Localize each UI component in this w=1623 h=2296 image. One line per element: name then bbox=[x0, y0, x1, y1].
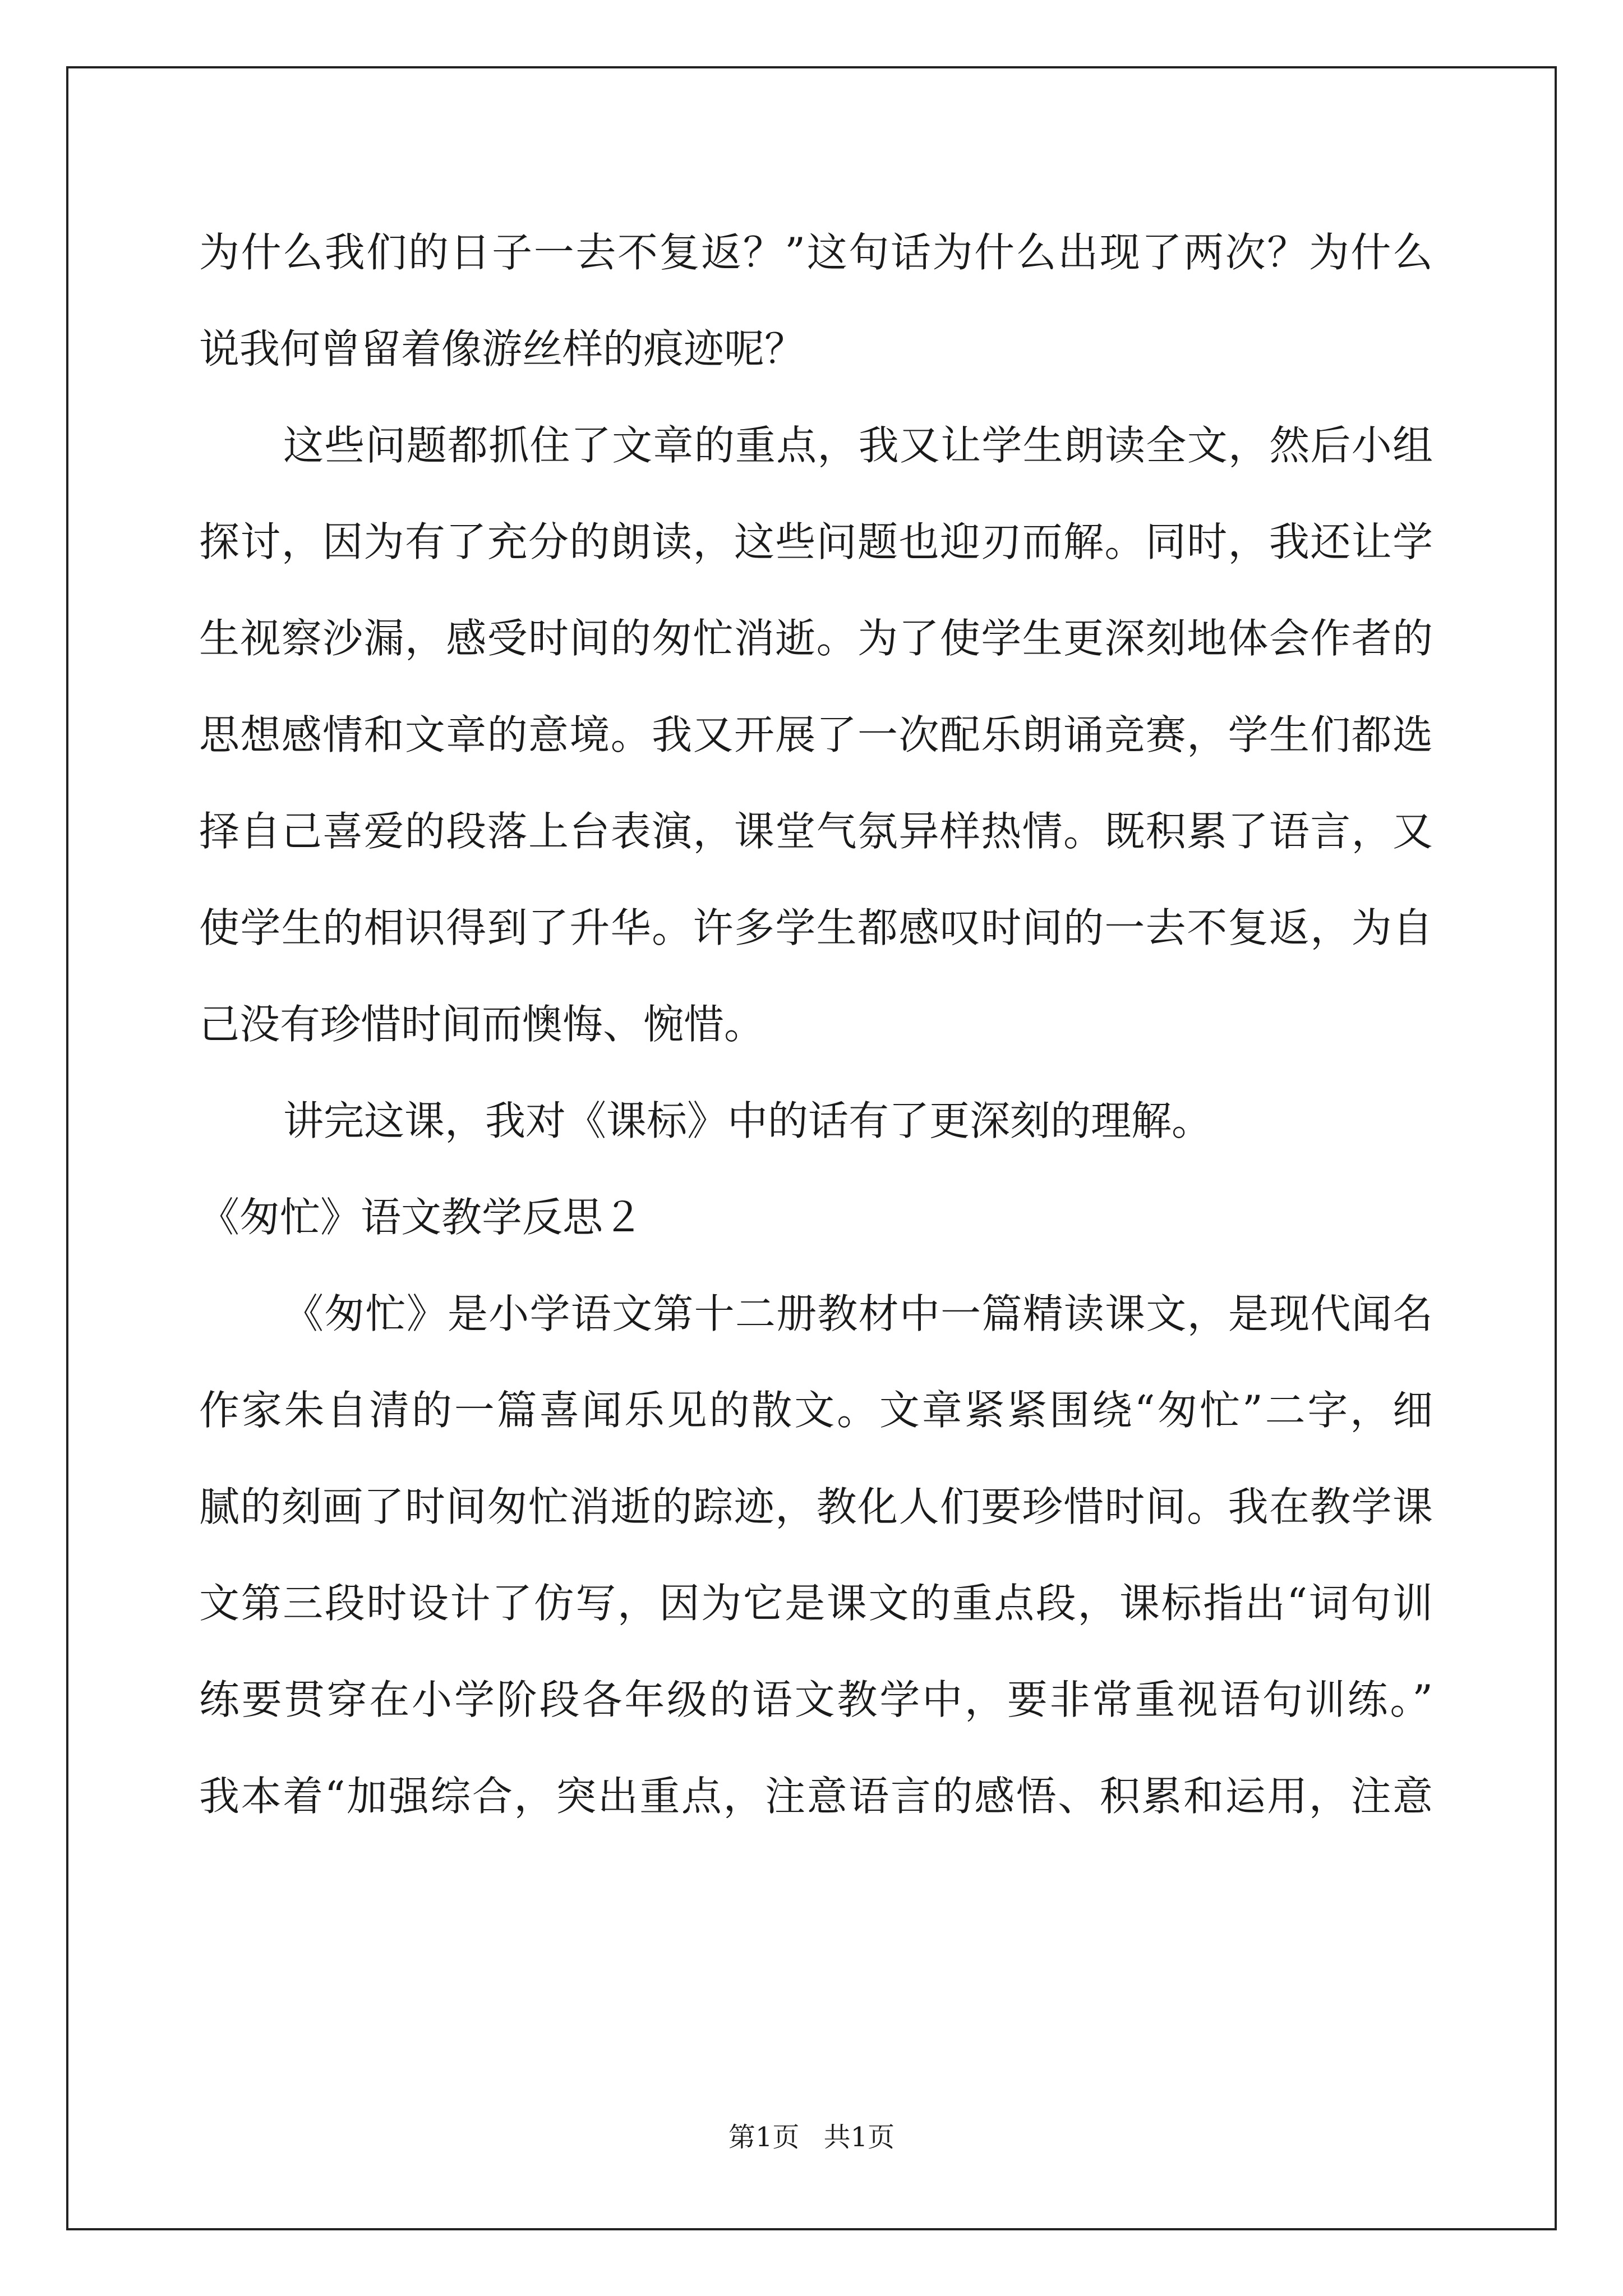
text-line-4: 探讨，因为有了充分的朗读，这些问题也迎刃而解。同时，我还让学 bbox=[199, 518, 1433, 565]
text-line-2: 说我何曾留着像游丝样的痕迹呢？ bbox=[199, 325, 805, 372]
text-line-17: 我本着“加强综合，突出重点，注意语言的感悟、积累和运用，注意 bbox=[199, 1773, 1433, 1820]
text-line-7: 择自己喜爱的段落上台表演，课堂气氛异样热情。既积累了语言，又 bbox=[199, 808, 1433, 855]
text-line-8: 使学生的相识得到了升华。许多学生都感叹时间的一去不复返，为自 bbox=[199, 904, 1433, 951]
text-line-13: 作家朱自清的一篇喜闻乐见的散文。文章紧紧围绕“匆忙”二字，细 bbox=[199, 1387, 1433, 1434]
text-line-12: 《匆忙》是小学语文第十二册教材中一篇精读课文，是现代闻名 bbox=[283, 1290, 1433, 1337]
text-line-6: 思想感情和文章的意境。我又开展了一次配乐朗诵竞赛，学生们都选 bbox=[199, 711, 1433, 758]
text-line-9: 己没有珍惜时间而懊悔、惋惜。 bbox=[199, 1001, 765, 1048]
text-line-15: 文第三段时设计了仿写，因为它是课文的重点段，课标指出“词句训 bbox=[199, 1580, 1433, 1627]
text-line-16: 练要贯穿在小学阶段各年级的语文教学中，要非常重视语句训练。” bbox=[199, 1676, 1433, 1723]
text-line-14: 腻的刻画了时间匆忙消逝的踪迹，教化人们要珍惜时间。我在教学课 bbox=[199, 1483, 1433, 1530]
text-line-10: 讲完这课，我对《课标》中的话有了更深刻的理解。 bbox=[283, 1097, 1212, 1144]
page-total: 共1页 bbox=[823, 2122, 895, 2153]
page-number: 第1页 bbox=[728, 2122, 800, 2153]
section-heading: 《匆忙》语文教学反思２ bbox=[199, 1194, 644, 1241]
page-footer bbox=[0, 2120, 1623, 2154]
text-line-5: 生视察沙漏，感受时间的匆忙消逝。为了使学生更深刻地体会作者的 bbox=[199, 615, 1433, 662]
text-line-1: 为什么我们的日子一去不复返？”这句话为什么出现了两次？为什么 bbox=[199, 229, 1433, 276]
text-line-3: 这些问题都抓住了文章的重点，我又让学生朗读全文，然后小组 bbox=[283, 422, 1433, 469]
document-body bbox=[199, 216, 1433, 1856]
